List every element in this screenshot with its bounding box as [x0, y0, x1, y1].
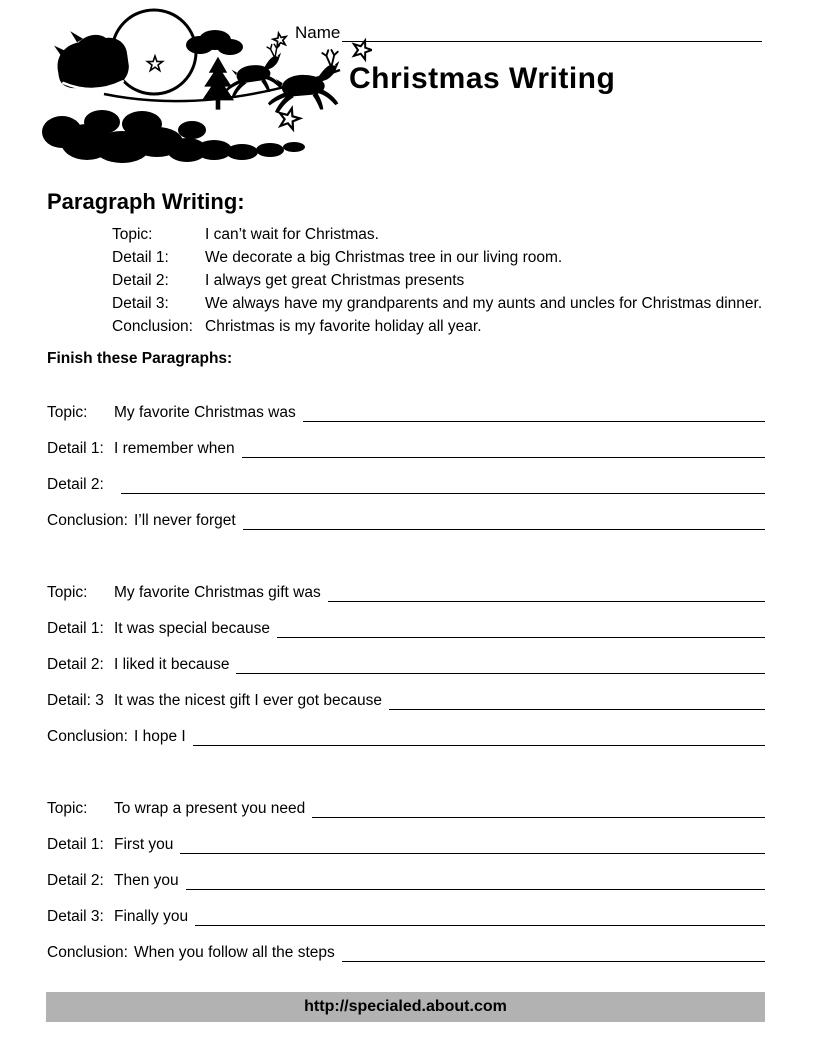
fill-row [47, 710, 765, 746]
fill-in-blank-line[interactable] [303, 418, 765, 422]
fill-in-blank-line[interactable] [186, 886, 765, 890]
row-prompt: My favorite Christmas was [114, 404, 296, 421]
example-row [112, 292, 765, 315]
row-label: Topic: [47, 584, 88, 601]
example-row [112, 269, 765, 292]
star-icon [277, 106, 302, 131]
clouds-icon [42, 110, 305, 163]
row-prompt: It was special because [114, 620, 270, 637]
row-label: Conclusion: [112, 318, 193, 335]
row-prompt: My favorite Christmas gift was [114, 584, 321, 601]
row-prompt: When you follow all the steps [134, 944, 335, 961]
fill-row [47, 818, 765, 854]
row-text: We decorate a big Christmas tree in our living room. [205, 249, 563, 266]
row-label: Topic: [112, 226, 153, 243]
fill-in-blank-line[interactable] [193, 742, 765, 746]
paragraph-block-3 [47, 782, 765, 962]
fill-row [47, 638, 765, 674]
row-label: Detail 1: [47, 836, 104, 853]
footer-url: http://specialed.about.com [304, 998, 507, 1015]
example-paragraph [112, 223, 765, 338]
row-prompt: It was the nicest gift I ever got because [114, 692, 382, 709]
fill-in-blank-line[interactable] [180, 850, 765, 854]
worksheet-header [47, 0, 765, 185]
star-icon [147, 56, 162, 70]
tree-icon [202, 57, 234, 110]
moon-icon [112, 10, 196, 94]
name-label: Name [295, 23, 341, 42]
row-prompt: First you [114, 836, 174, 853]
row-text: We always have my grandparents and my aunts and uncles for Christmas dinner. [205, 295, 763, 312]
fill-in-blank-line[interactable] [342, 958, 765, 962]
row-label: Detail 2: [47, 872, 104, 889]
row-label: Detail 2: [112, 272, 169, 289]
reindeer-icon [221, 43, 286, 97]
fill-in-blank-line[interactable] [328, 598, 765, 602]
finish-these-paragraphs-heading: Finish these Paragraphs: [47, 350, 233, 367]
fill-row [47, 602, 765, 638]
fill-in-blank-line[interactable] [195, 922, 765, 926]
fill-in-blank-line[interactable] [243, 526, 765, 530]
small-cloud-icon [186, 30, 243, 55]
fill-row [47, 458, 765, 494]
row-prompt: I liked it because [114, 656, 230, 673]
row-label: Detail 1: [47, 440, 104, 457]
row-label: Detail 1: [47, 620, 104, 637]
fill-row [47, 674, 765, 710]
fill-in-blank-line[interactable] [389, 706, 765, 710]
paragraph-block-2 [47, 566, 765, 746]
example-row [112, 246, 765, 269]
row-label: Detail: 3 [47, 692, 104, 709]
row-label: Detail 1: [112, 249, 169, 266]
fill-row [47, 566, 765, 602]
row-text: I can’t wait for Christmas. [205, 226, 379, 243]
name-blank-line[interactable] [342, 24, 762, 42]
footer-url-bar [46, 992, 765, 1022]
fill-row [47, 494, 765, 530]
fill-row [47, 890, 765, 926]
row-label: Conclusion: [47, 512, 128, 529]
row-label: Topic: [47, 404, 88, 421]
fill-row [47, 422, 765, 458]
row-text: I always get great Christmas presents [205, 272, 465, 289]
fill-in-blank-line[interactable] [277, 634, 765, 638]
row-label: Topic: [47, 800, 88, 817]
example-row [112, 223, 765, 246]
row-prompt: I’ll never forget [134, 512, 236, 529]
fill-row [47, 926, 765, 962]
paragraph-block-1 [47, 386, 765, 530]
sleigh-icon [54, 31, 129, 89]
star-icon [272, 32, 288, 47]
row-label: Detail 3: [47, 908, 104, 925]
row-text: Christmas is my favorite holiday all year. [205, 318, 482, 335]
row-prompt: I remember when [114, 440, 235, 457]
fill-in-blocks [47, 386, 765, 962]
row-label: Conclusion: [47, 944, 128, 961]
fill-in-blank-line[interactable] [236, 670, 765, 674]
row-label: Detail 3: [112, 295, 169, 312]
example-row [112, 315, 765, 338]
row-prompt: Finally you [114, 908, 189, 925]
fill-row [47, 386, 765, 422]
row-label: Conclusion: [47, 728, 128, 745]
paragraph-writing-heading: Paragraph Writing: [47, 189, 245, 214]
reindeer-icon [264, 49, 344, 114]
row-label: Detail 2: [47, 656, 104, 673]
worksheet-title: Christmas Writing [349, 62, 616, 95]
row-prompt: Then you [114, 872, 179, 889]
row-prompt: To wrap a present you need [114, 800, 306, 817]
row-prompt: I hope I [134, 728, 186, 745]
fill-in-blank-line[interactable] [121, 490, 765, 494]
reins-line [104, 70, 340, 101]
fill-row [47, 854, 765, 890]
fill-row [47, 782, 765, 818]
row-label: Detail 2: [47, 476, 104, 493]
fill-in-blank-line[interactable] [312, 814, 765, 818]
fill-in-blank-line[interactable] [242, 454, 765, 458]
